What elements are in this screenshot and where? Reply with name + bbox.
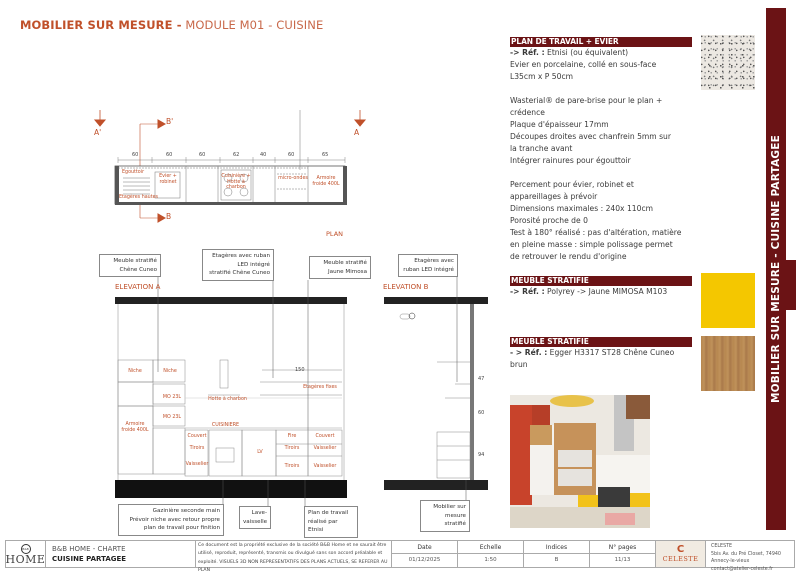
meta-grid: [392, 541, 656, 567]
spec-line: Evier en porcelaine, collé en sous-face: [510, 60, 657, 69]
label-niche-2: Niche: [163, 369, 177, 374]
spec-line: Percement pour évier, robinet et: [510, 180, 634, 189]
spec-laminate-oak-ref: - > Réf. : Egger H3317 ST28 Chêne Cuneo: [510, 348, 675, 357]
plan-dim: 60: [132, 152, 139, 158]
yellow-mimosa-swatch: [701, 273, 755, 328]
spec-line: crédence: [510, 108, 545, 117]
title-block: [5, 540, 795, 572]
plan-armoire: Armoire froide 400L: [312, 176, 340, 187]
plan-etageres: Etagères hautes: [119, 195, 159, 200]
plan-dim: 60: [199, 152, 206, 158]
spec-laminate-yellow-heading: MEUBLE STRATIFIE: [510, 276, 692, 286]
bb-home-logo: B&B HOME: [6, 541, 46, 567]
plan-micro-ondes: micro-ondes: [278, 176, 308, 181]
spec-line: Porosité proche de 0: [510, 216, 588, 225]
spec-line: en pleine masse : simple polissage permet: [510, 240, 673, 249]
elevation-b-label: ELEVATION B: [383, 283, 429, 291]
label-fire: Fire: [287, 434, 297, 439]
label-lv: LV: [257, 450, 263, 455]
plan-dim: 65: [322, 152, 329, 158]
section-a-prime-label: A': [94, 128, 102, 137]
callout-meuble-jaune: Meuble stratifié Jaune Mimosa: [309, 256, 371, 279]
spec-line: L35cm x P 50cm: [510, 72, 574, 81]
callout-gaziniere: Gazinière seconde main Prévoir niche avec retour propre plan de travail pour finition: [118, 504, 224, 536]
terrazzo-swatch: [701, 35, 755, 90]
spec-line: Découpes droites avec chanfrein 5mm sur: [510, 132, 671, 141]
spec-worktop-ref: -> Réf. : Etnisi (ou équivalent): [510, 48, 629, 57]
label-tiroirs-2: Tiroirs: [284, 446, 300, 451]
spec-line: Dimensions maximales : 240x 110cm: [510, 204, 654, 213]
dim-b-47: 47: [478, 376, 485, 382]
plan-dim: 62: [233, 152, 240, 158]
label-mo-1: MO 23L: [162, 395, 182, 400]
label-tiroirs-3: Tiroirs: [284, 464, 300, 469]
spec-line: la tranche avant: [510, 144, 573, 153]
section-b-prime-label: B': [166, 117, 174, 126]
section-b-label: B: [166, 212, 172, 221]
celeste-mark-icon: C: [676, 544, 685, 555]
callout-plan-travail: Plan de travail réalisé par Etnisi: [304, 506, 358, 538]
page-title-module: MODULE M01 - CUISINE: [181, 18, 324, 32]
label-couvert-2: Couvert: [315, 434, 335, 439]
plan-egouttoir: Egouttoir: [122, 170, 145, 175]
plan-dim: 60: [288, 152, 295, 158]
plan-evier: Evier + robinet: [159, 174, 177, 185]
spec-laminate-oak: [510, 337, 692, 371]
meta-scale: Echelle 1:50: [458, 541, 524, 567]
spec-line: brun: [510, 360, 528, 369]
meta-pages: N° pages 11/13: [590, 541, 656, 567]
plan-dim: 40: [260, 152, 267, 158]
celeste-logo: C CELESTE: [656, 541, 706, 567]
callout-meuble-chene: Meuble stratifié Chêne Cuneo: [99, 254, 161, 277]
spec-worktop-heading: PLAN DE TRAVAIL + EVIER: [510, 37, 692, 47]
spec-worktop: [510, 37, 692, 263]
label-niche-1: Niche: [128, 369, 142, 374]
meta-date: Date 01/12/2025: [392, 541, 458, 567]
spec-line: Intégrer rainures pour égouttoir: [510, 156, 631, 165]
label-mo-2: MO 23L: [162, 415, 182, 420]
label-vaisselier-2: Vaisselier: [313, 446, 337, 451]
plan-dim: 60: [166, 152, 173, 158]
dim-150: 150: [295, 367, 305, 373]
page-title-bold: MOBILIER SUR MESURE -: [20, 18, 182, 32]
callout-mobilier-b: Mobilier sur mesure stratifié: [420, 500, 470, 532]
spec-line: de retrouver le rendu d'origine: [510, 252, 627, 261]
side-band-tab: [786, 260, 796, 310]
label-hotte: Hotte à charbon: [208, 397, 247, 402]
studio-address: CELESTE 5bis Av. du Pré Closet, 74940 Annecy-le-vieux contact@atelier-celeste.fr: [711, 544, 781, 572]
elevation-a-label: ELEVATION A: [115, 283, 161, 291]
label-vaisselier-1: Vaisselier: [185, 462, 209, 467]
callout-etageres-led: Etagères avec ruban LED intégré stratifié Chêne Cuneo: [202, 249, 274, 281]
label-cuisiniere: CUISINIERE: [211, 423, 240, 428]
callout-lave-vaisselle: Lave- vaisselle: [239, 506, 271, 529]
label-etageres-fixes: Etagères fixes: [303, 385, 337, 390]
kitchen-render-image: [510, 395, 650, 528]
label-armoire-froide: Armoire froide 400L: [121, 422, 149, 433]
spec-laminate-yellow: [510, 276, 692, 298]
spec-line: Wasterial® de pare-brise pour le plan +: [510, 96, 663, 105]
callout-etageres-led-b: Etagères avec ruban LED intégré: [398, 254, 458, 277]
section-a-label: A: [354, 128, 360, 137]
spec-line: appareillages à prévoir: [510, 192, 598, 201]
spec-laminate-yellow-ref: -> Réf. : Polyrey -> Jaune MIMOSA M103: [510, 287, 668, 296]
project-title: B&B HOME - CHARTE CUISINE PARTAGEE: [46, 541, 196, 567]
side-band-title: MOBILIER SUR MESURE - CUISINE PARTAGEE: [770, 135, 782, 403]
label-vaisselier-3: Vaisselier: [313, 464, 337, 469]
label-tiroirs-1: Tiroirs: [189, 446, 205, 451]
spec-line: Plaque d'épaisseur 17mm: [510, 120, 609, 129]
spec-line: Test à 180° réalisé : pas d'altération, matière: [510, 228, 682, 237]
spec-laminate-oak-heading: MEUBLE STRATIFIE: [510, 337, 692, 347]
meta-index: Indices B: [524, 541, 590, 567]
legal-notice: Ce document est la propriété exclusive de la société B&B Home et ne saurait être utilisé, reproduit, représenté, transmis ou divulgué sans son accord préalable et exploité. VISUELS 3D NON REPRESENTATIFS DES PLANS ACTUELS, SE REFERER AU PLAN: [196, 541, 392, 567]
label-couvert-1: Couvert: [187, 434, 207, 439]
plan-label: PLAN: [326, 230, 343, 238]
plan-cuisiniere: Cuisinière + Hotte à charbon: [221, 174, 251, 190]
dim-b-60: 60: [478, 410, 485, 416]
oak-cuneo-swatch: [701, 336, 755, 391]
dim-b-94: 94: [478, 452, 485, 458]
